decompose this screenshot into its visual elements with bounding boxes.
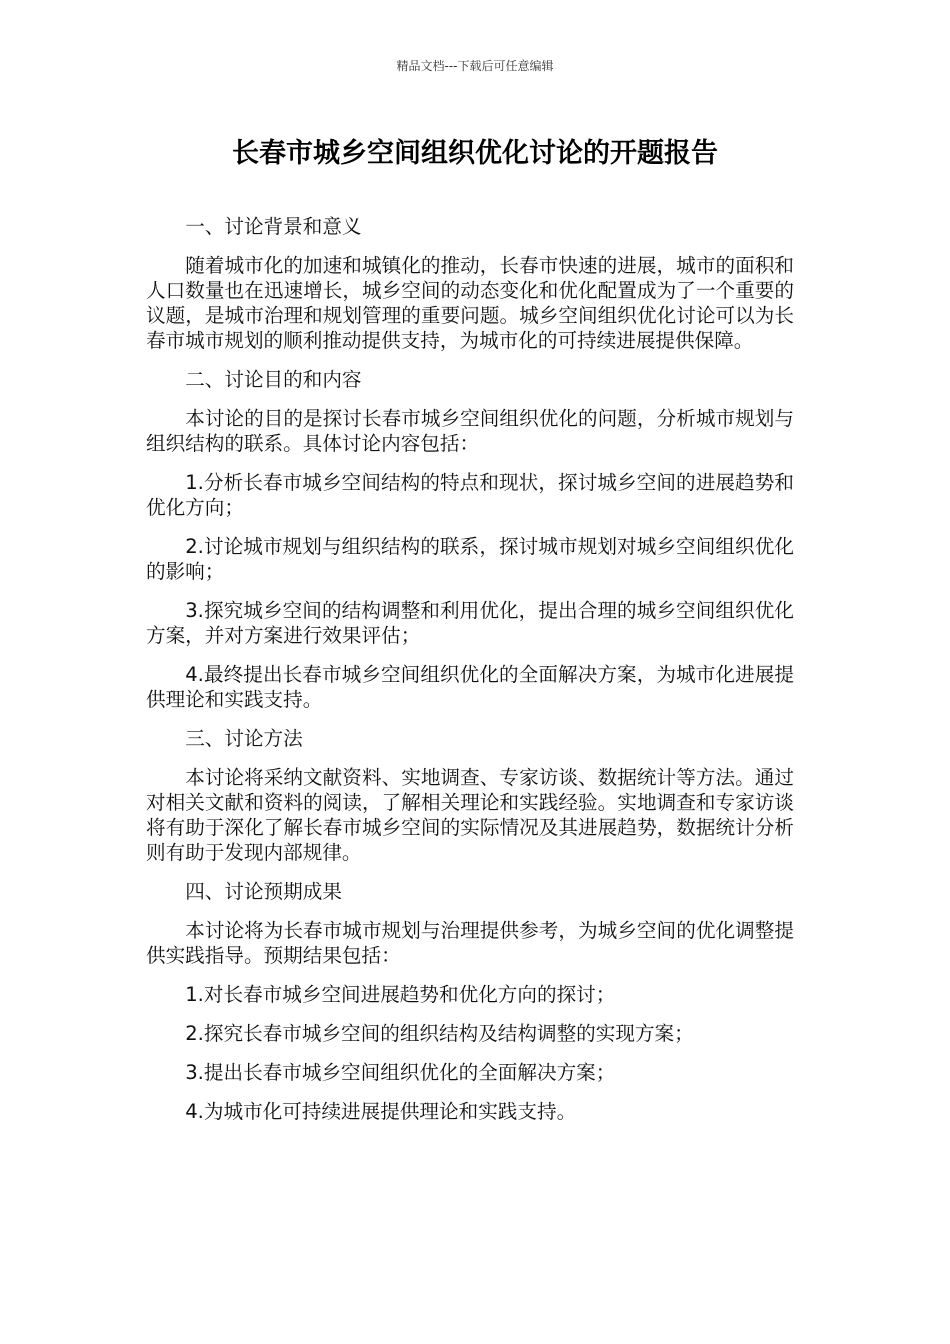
paragraph-background: 随着城市化的加速和城镇化的推动，长春市快速的进展，城市的面积和人口数量也在迅速增长，城乡空间的动态变化和优化配置成为了一个重要的议题，是城市治理和规划管理的重要问题。城乡空间组织优化讨论可以为长春市城市规划的顺利推动提供支持，为城市化的可持续进展提供保障。 [146,254,794,352]
list-item-purpose-1: 1.分析长春市城乡空间结构的特点和现状，探讨城乡空间的进展趋势和优化方向； [146,471,794,519]
list-item-outcome-1: 1.对长春市城乡空间进展趋势和优化方向的探讨； [185,983,616,1006]
list-item-outcome-4: 4.为城市化可持续进展提供理论和实践支持。 [185,1100,577,1123]
paragraph-purpose: 本讨论的目的是探讨长春市城乡空间组织优化的问题，分析城市规划与组织结构的联系。具体讨论内容包括： [146,407,794,455]
list-item-purpose-2: 2.讨论城市规划与组织结构的联系，探讨城市规划对城乡空间组织优化的影响； [146,535,794,583]
list-item-outcome-3: 3.提出长春市城乡空间组织优化的全面解决方案； [185,1061,616,1084]
section-heading-method: 三、讨论方法 [185,727,303,750]
header-note: 精品文档---下载后可任意编辑 [396,59,554,73]
section-heading-outcomes: 四、讨论预期成果 [185,880,342,903]
document-title: 长春市城乡空间组织优化讨论的开题报告 [232,138,718,169]
section-heading-purpose: 二、讨论目的和内容 [185,368,362,391]
list-item-purpose-3: 3.探究城乡空间的结构调整和利用优化，提出合理的城乡空间组织优化方案，并对方案进行效果评估； [146,599,794,647]
section-heading-background: 一、讨论背景和意义 [185,215,362,238]
list-item-purpose-4: 4.最终提出长春市城乡空间组织优化的全面解决方案，为城市化进展提供理论和实践支持。 [146,663,794,711]
list-item-outcome-2: 2.探究长春市城乡空间的组织结构及结构调整的实现方案； [185,1022,694,1045]
paragraph-method: 本讨论将采纳文献资料、实地调查、专家访谈、数据统计等方法。通过对相关文献和资料的阅读，了解相关理论和实践经验。实地调查和专家访谈将有助于深化了解长春市城乡空间的实际情况及其进展趋势，数据统计分析则有助于发现内部规律。 [146,766,794,864]
paragraph-outcomes: 本讨论将为长春市城市规划与治理提供参考，为城乡空间的优化调整提供实践指导。预期结果包括： [146,919,794,967]
document-body [146,214,794,1138]
